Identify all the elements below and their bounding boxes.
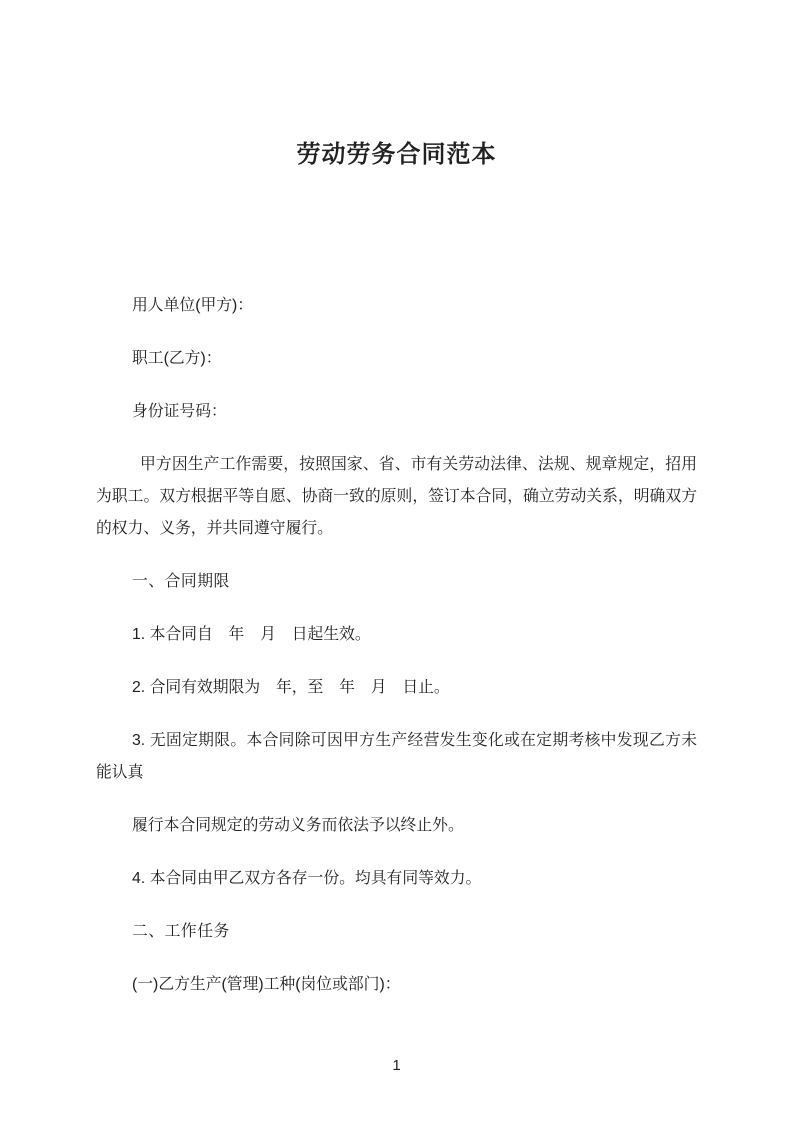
page-number: 1 xyxy=(392,1057,401,1074)
document-body xyxy=(96,290,697,1001)
paragraph: 3. 无固定期限。本合同除可因甲方生产经营发生变化或在定期考核中发现乙方未能认真 xyxy=(96,732,697,781)
paragraph: 二、工作任务 xyxy=(132,923,230,940)
paragraph: 一、合同期限 xyxy=(132,573,230,590)
document-title: 劳动劳务合同范本 xyxy=(296,141,497,168)
paragraph: 1. 本合同自 年 月 日起生效。 xyxy=(132,626,371,643)
paragraph: 甲方因生产工作需要，按照国家、省、市有关劳动法律、法规、规章规定，招用为职工。双方根据平等自愿、协商一致的原则，签订本合同，确立劳动关系，明确双方的权力、义务，并共同遵守履行。 xyxy=(96,456,697,537)
paragraph: 4. 本合同由甲乙双方各存一份。均具有同等效力。 xyxy=(132,870,482,887)
paragraph: 履行本合同规定的劳动义务而依法予以终止外。 xyxy=(132,817,464,834)
paragraph: 职工(乙方)： xyxy=(132,350,222,367)
paragraph: 2. 合同有效期限为 年，至 年 月 日止。 xyxy=(132,679,450,696)
paragraph: 身份证号码： xyxy=(132,403,227,420)
paragraph: (一)乙方生产(管理)工种(岗位或部门)： xyxy=(132,976,401,993)
paragraph: 用人单位(甲方)： xyxy=(132,297,254,314)
